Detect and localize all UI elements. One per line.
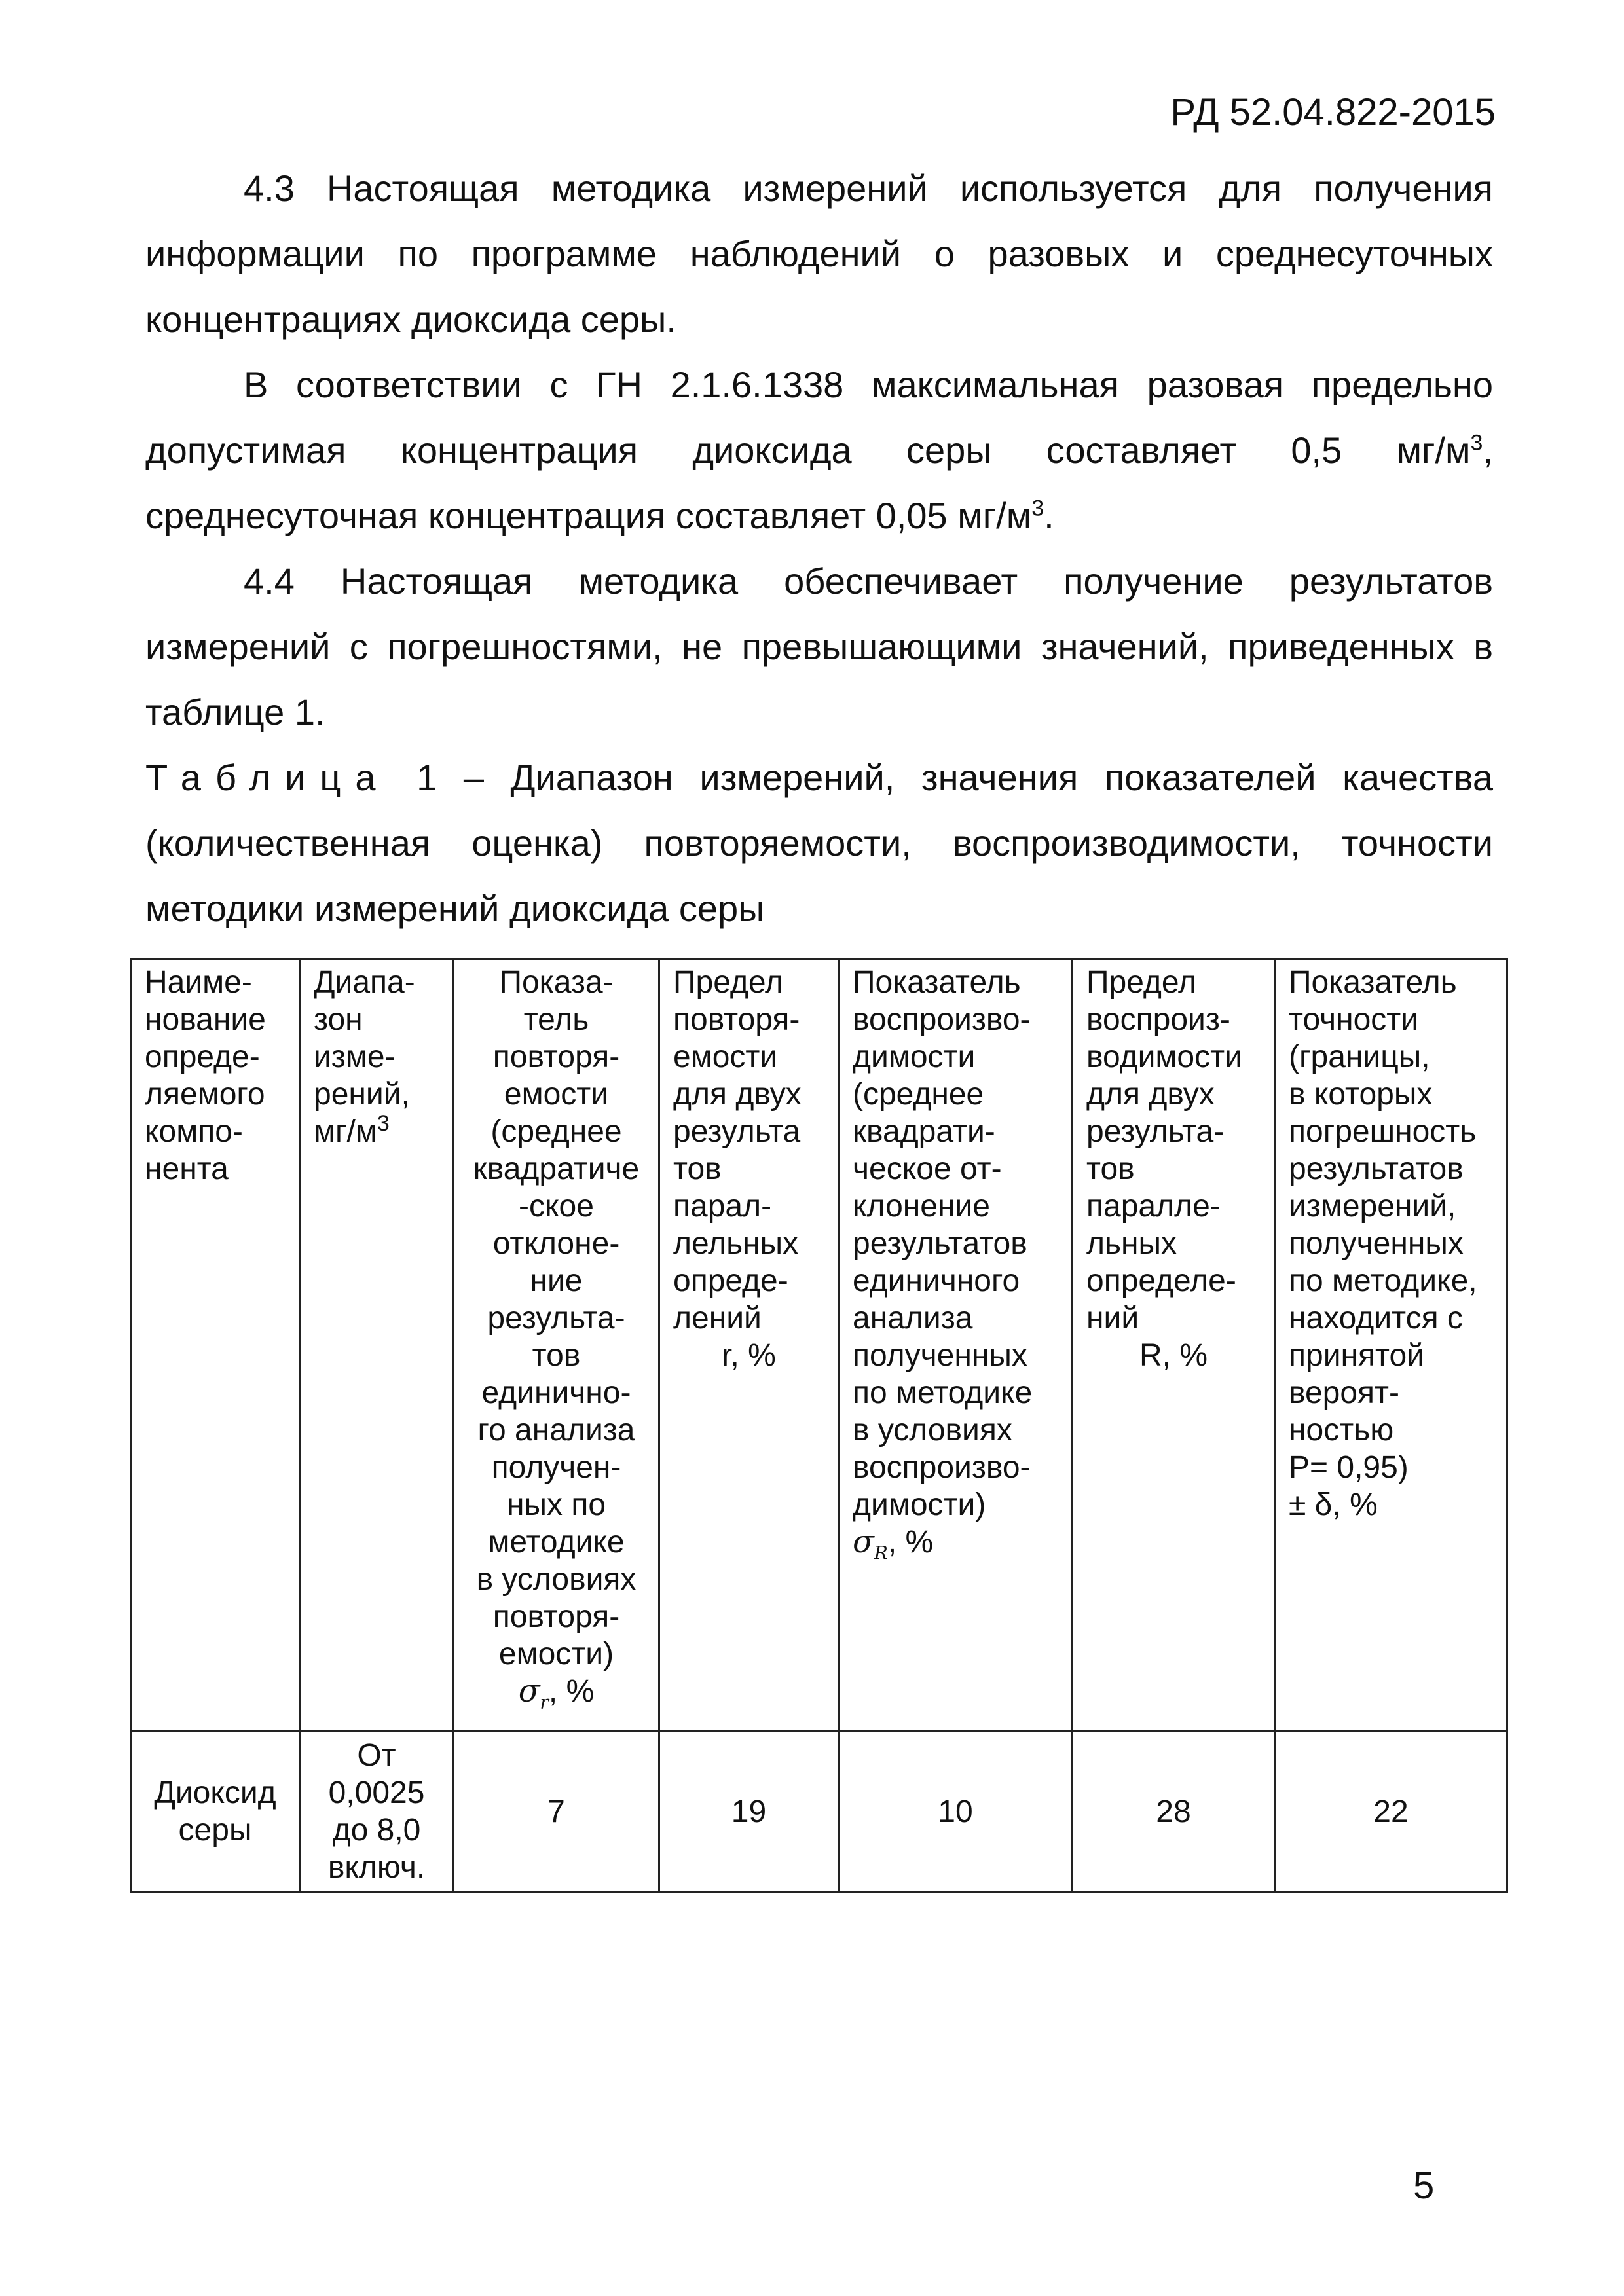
table-header-row (131, 959, 1507, 1731)
cell-sigma-r: 7 (454, 1731, 659, 1893)
cell-range: От 0,0025 до 8,0 включ. (300, 1731, 454, 1893)
cell-sigma-R: 10 (839, 1731, 1073, 1893)
page-number: 5 (1413, 2164, 1435, 2207)
header-accuracy-index: Показатель точности (границы, в которых погрешность результатов измерений, полученных по методике, находится с принятой вероят- ностью Р= 0,95) ± δ, % (1275, 959, 1507, 1731)
caption-label: Таблица (145, 757, 390, 798)
cell-component: Диоксид серы (131, 1731, 300, 1893)
cell-R: 28 (1073, 1731, 1275, 1893)
header-repeatability-limit: Предел повторя- емости для двух результа тов парал- лельных опреде- лений r, % (659, 959, 839, 1731)
cell-r: 19 (659, 1731, 839, 1893)
table-1 (130, 958, 1508, 1893)
table-caption (145, 745, 1493, 941)
header-range: Диапа- зон изме- рений, $мг/м^3$ (300, 959, 454, 1731)
document-code: РД 52.04.822-2015 (1170, 91, 1496, 134)
caption-text: 1 – Диапазон измерений, значения показателей качества (количественная оценка) повторяемости, воспроизводимости, точности методики измерений диоксида серы (145, 757, 1493, 929)
paragraph-4-4: 4.4 Настоящая методика обеспечивает получение результатов измерений с погрешностями, не превышающими значений, приведенных в таблице 1. (145, 560, 1493, 733)
header-component: Наиме- нование опреде- ляемого компо- нента (131, 959, 300, 1731)
paragraph-mpc: В соответствии с ГН 2.1.6.1338 максимальная разовая предельно допустимая концентрация диоксида серы составляет 0,5 $мг/м^3$, среднесуточная концентрация составляет 0,05 $мг/м^3$. (145, 364, 1493, 536)
header-repeatability-index: Показа- тель повторя- емости (среднее квадратиче -ское отклоне- ние результа- тов единично- го анализа получен- ных по методике в условиях повторя- емости) $\sigma_r$, % (454, 959, 659, 1731)
table-row (131, 1731, 1507, 1893)
header-reproducibility-limit: Предел воспроиз- водимости для двух результа- тов паралле- льных определе- ний R, % (1073, 959, 1275, 1731)
header-reproducibility-index: Показатель воспроизво- димости (среднее квадрати- ческое от- клонение результатов единичного анализа полученных по методике в условиях воспроизво- димости) $\sigma_R$, % (839, 959, 1073, 1731)
cell-delta: 22 (1275, 1731, 1507, 1893)
sigma-r-symbol: σ (518, 1673, 540, 1709)
sigma-R-symbol: σ (853, 1523, 874, 1560)
paragraph-4-3: 4.3 Настоящая методика измерений используется для получения информации по программе наблюдений о разовых и среднесуточных концентрациях диоксида серы. (145, 168, 1493, 340)
